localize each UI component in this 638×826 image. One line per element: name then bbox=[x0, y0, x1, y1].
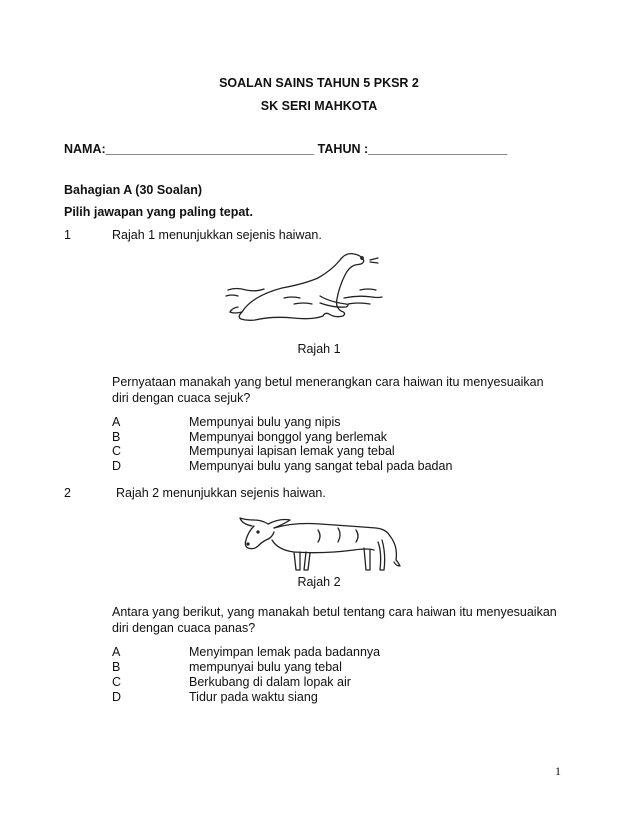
question-2-stem: Rajah 2 menunjukkan sejenis haiwan. bbox=[116, 486, 326, 500]
option-text: mempunyai bulu yang tebal bbox=[189, 660, 342, 674]
question-2-prompt-line-1: Antara yang berikut, yang manakah betul tentang cara haiwan itu menyesuaikan bbox=[112, 605, 557, 619]
option-text: Mempunyai bonggol yang berlemak bbox=[189, 430, 388, 444]
option-letter: A bbox=[112, 415, 121, 429]
question-2-prompt-line-2: diri dengan cuaca panas? bbox=[112, 621, 256, 635]
option-letter: C bbox=[112, 675, 122, 689]
option-letter: B bbox=[112, 660, 121, 674]
question-2-number: 2 bbox=[64, 486, 71, 500]
seal-illustration-icon bbox=[224, 250, 384, 322]
option-text: Tidur pada waktu siang bbox=[189, 690, 318, 704]
option-text: Mempunyai bulu yang sangat tebal pada badan bbox=[189, 459, 453, 473]
page-number: 1 bbox=[555, 764, 561, 778]
option-letter: B bbox=[112, 430, 121, 444]
option-text: Mempunyai bulu yang nipis bbox=[189, 415, 341, 429]
question-1-number: 1 bbox=[64, 228, 71, 242]
section-heading: Bahagian A (30 Soalan) bbox=[64, 183, 202, 197]
option-letter: C bbox=[112, 444, 122, 458]
option-letter: D bbox=[112, 690, 122, 704]
question-1-prompt-line-1: Pernyataan manakah yang betul menerangkan cara haiwan itu menyesuaikan bbox=[112, 375, 544, 389]
option-text: Berkubang di dalam lopak air bbox=[189, 675, 351, 689]
figure-1-caption: Rajah 1 bbox=[297, 342, 341, 356]
question-1-prompt-line-2: diri dengan cuaca sejuk? bbox=[112, 391, 251, 405]
student-fields: NAMA:______________________________ TAHUN :____________________ bbox=[64, 142, 508, 156]
buffalo-illustration-icon bbox=[238, 516, 408, 574]
option-text: Menyimpan lemak pada badannya bbox=[189, 645, 381, 659]
school-name: SK SERI MAHKOTA bbox=[260, 99, 378, 113]
option-text: Mempunyai lapisan lemak yang tebal bbox=[189, 444, 395, 458]
question-1-stem: Rajah 1 menunjukkan sejenis haiwan. bbox=[112, 228, 322, 242]
document-title: SOALAN SAINS TAHUN 5 PKSR 2 bbox=[219, 76, 419, 90]
option-letter: A bbox=[112, 645, 121, 659]
option-letter: D bbox=[112, 459, 122, 473]
figure-2-caption: Rajah 2 bbox=[297, 575, 341, 589]
section-instruction: Pilih jawapan yang paling tepat. bbox=[64, 205, 253, 219]
